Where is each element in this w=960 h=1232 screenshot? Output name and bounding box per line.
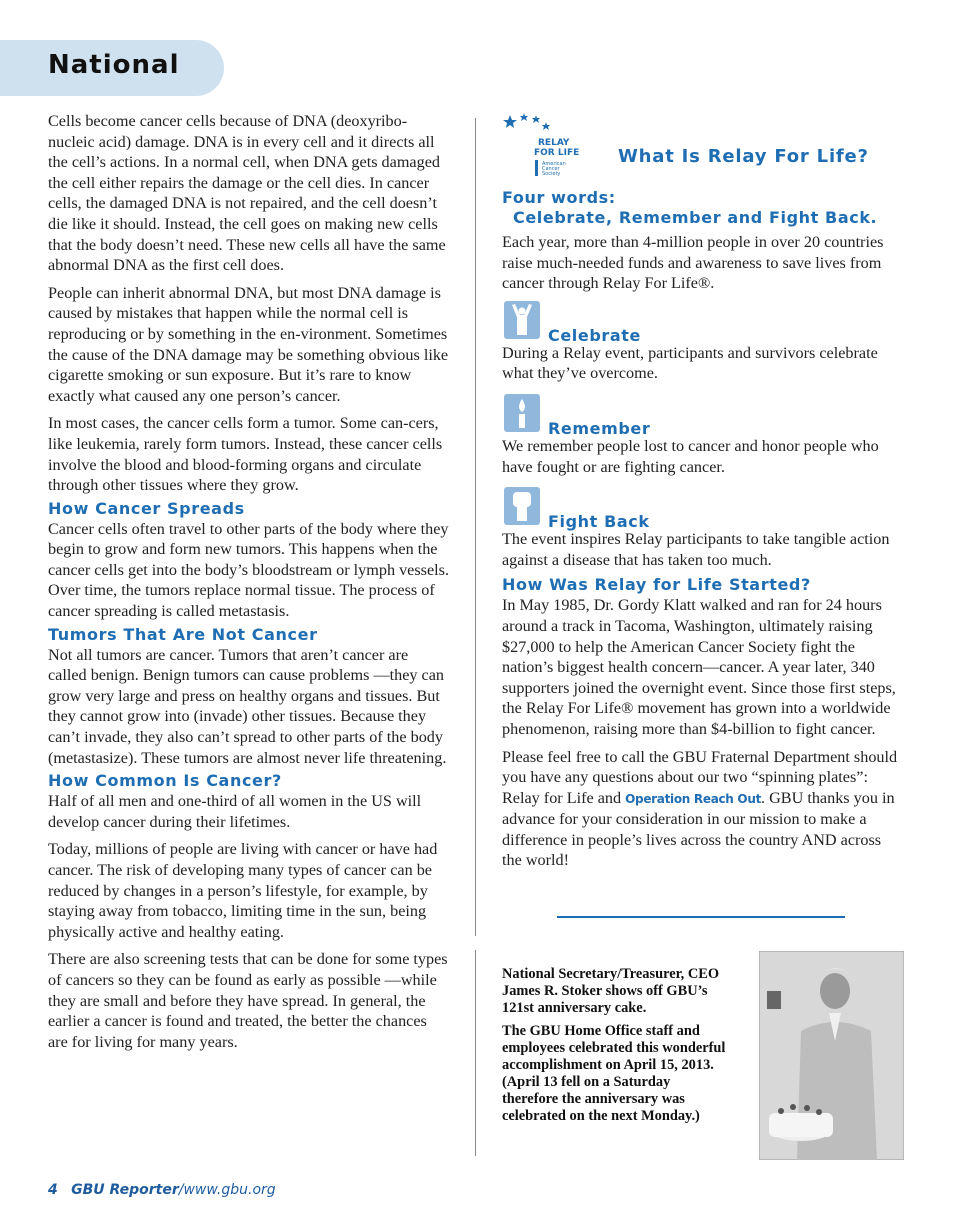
relay-intro: Each year, more than 4-million people in over 20 countries raise much-needed funds and awareness to save lives from cancer through Relay For Life®. [502, 233, 884, 293]
caption-paragraph: The GBU Home Office staff and employees celebrated this wonderful accomplishment on April 15, 2013. (April 13 fell on a Saturday therefore the anniversary was celebrated on the next Monday.) [502, 1023, 726, 1124]
website-url: /www.gbu.org [178, 1182, 276, 1198]
heading-celebrate: Celebrate [548, 325, 641, 345]
intro-paragraph: People can inherit abnormal DNA, but most DNA damage is caused by mistakes that happen while the normal cell is reproducing or by something in the en-vironment. Sometimes the cause of the DNA damage may be something obvious like cigarette smoking or sun exposure. But it’s rare to know exactly what caused any one person’s cancer. [48, 283, 449, 405]
publication-name: GBU Reporter [71, 1182, 179, 1198]
not-cancer-paragraph: Not all tumors are cancer. Tumors that aren’t cancer are called benign. Benign tumors can cause problems —they can grow very large and press on healthy organs and tissues. But they cannot grow into (invade) other tissues. Because they can’t invade, they also can’t spread to other parts of the body (metastasize). These tumors are almost never life threatening. [48, 645, 447, 767]
left-column [48, 111, 450, 1059]
column-divider-lower [475, 950, 476, 1156]
right-column [502, 232, 902, 878]
common-paragraph: Half of all men and one-third of all women in the US will develop cancer during their lifetimes. [48, 792, 422, 831]
celebrate-subhead [502, 301, 902, 345]
heading-tumors-not-cancer: Tumors That Are Not Cancer [48, 624, 318, 644]
blue-rule [557, 916, 845, 918]
fight-back-subhead [502, 487, 902, 531]
common-paragraph: Today, millions of people are living with cancer or have had cancer. The risk of developing many types of cancer can be reduced by changes in a person’s lifestyle, for example, by staying away from tobacco, limiting time in the sun, being physically active and healthy eating. [48, 840, 438, 941]
anniversary-cake-photo [759, 951, 904, 1160]
logo-subtext: Society [542, 171, 561, 177]
column-divider [475, 118, 476, 936]
heading-remember: Remember [548, 418, 651, 438]
section-label: National [48, 50, 180, 80]
operation-reach-out-logo: Operation Reach Out [625, 791, 762, 806]
raised-arms-icon [504, 301, 540, 339]
logo-subtext: Cancer [542, 166, 560, 172]
intro-paragraph: Cells become cancer cells because of DNA (deoxyribo-nucleic acid) damage. DNA is in every cell and it directs all the cell’s actions. In a normal cell, when DNA gets damaged the cell either repairs the damage or the cell dies. In cancer cells, the damaged DNA is not repaired, and the cell doesn’t die like it should. Instead, the cell goes on making new cells that the body doesn’t need. These new cells all have the same abnormal DNA as the first cell does. [48, 112, 446, 275]
heading-fight-back: Fight Back [548, 512, 650, 532]
celebrate-body: During a Relay event, participants and survivors celebrate what they’ve overcome. [502, 343, 878, 383]
four-words-line: Celebrate, Remember and Fight Back. [513, 208, 878, 227]
intro-paragraph: In most cases, the cancer cells form a tumor. Some can-cers, like leukemia, rarely form tumors. Instead, these cancer cells involve the blood and blood-forming organs and circulate through other tissues where they grow. [48, 414, 443, 495]
candle-icon [504, 394, 540, 432]
page-footer [48, 1182, 276, 1198]
logo-text: FOR LIFE [534, 148, 580, 158]
section-tab [0, 40, 224, 96]
logo-text: RELAY [538, 138, 570, 148]
fight-back-body: The event inspires Relay participants to take tangible action against a disease that has taken too much. [502, 530, 890, 569]
spreads-paragraph: Cancer cells often travel to other parts of the body where they begin to grow and form new tumors. This happens when the cancer cells get into the body’s bloodstream or lymph vessels. Over time, the tumors replace normal tissue. The process of cancer spreading is called metastasis. [48, 519, 449, 621]
closing-text: . GBU thanks you in advance for your consideration in our mission to make a difference in people’s lives across the country AND across the world! [502, 788, 895, 870]
caption-paragraph: National Secretary/Treasurer, CEO James R. Stoker shows off GBU’s 121st anniversary cake. [502, 966, 720, 1016]
closing-text: Please feel free to call the GBU Fraternal Department should you have any questions about our two “spinning plates”: Relay for Life and [502, 747, 898, 807]
relay-for-life-logo [502, 113, 610, 188]
relay-header [502, 113, 902, 188]
closing-paragraph [502, 747, 902, 872]
heading-how-common: How Common Is Cancer? [48, 771, 282, 791]
four-words-heading [502, 188, 902, 228]
photo-caption [502, 966, 727, 1131]
relay-title: What Is Relay For Life? [618, 146, 869, 167]
page-number: 4 [48, 1182, 58, 1198]
remember-subhead [502, 394, 902, 438]
logo-subtext: American [542, 161, 566, 167]
started-body: In May 1985, Dr. Gordy Klatt walked and ran for 24 hours around a track in Tacoma, Washington, ultimately raising $27,000 to help the American Cancer Society fight the nation’s biggest health concern—cancer. A year later, 340 supporters joined the overnight event. Since those first steps, the Relay For Life® movement has grown into a worldwide phenomenon, raising more than $4-billion to fight cancer. [502, 596, 896, 738]
four-words-line: Four words: [502, 188, 616, 207]
remember-body: We remember people lost to cancer and honor people who have fought or are fighting cancer. [502, 436, 879, 476]
common-paragraph: There are also screening tests that can be done for some types of cancers so they can be found as early as possible —while they are small and before they have spread. In general, the earlier a cancer is found and treated, the better the chances are for living for many years. [48, 950, 448, 1051]
heading-how-started: How Was Relay for Life Started? [502, 575, 811, 595]
raised-fist-icon [504, 487, 540, 525]
heading-how-cancer-spreads: How Cancer Spreads [48, 498, 245, 518]
